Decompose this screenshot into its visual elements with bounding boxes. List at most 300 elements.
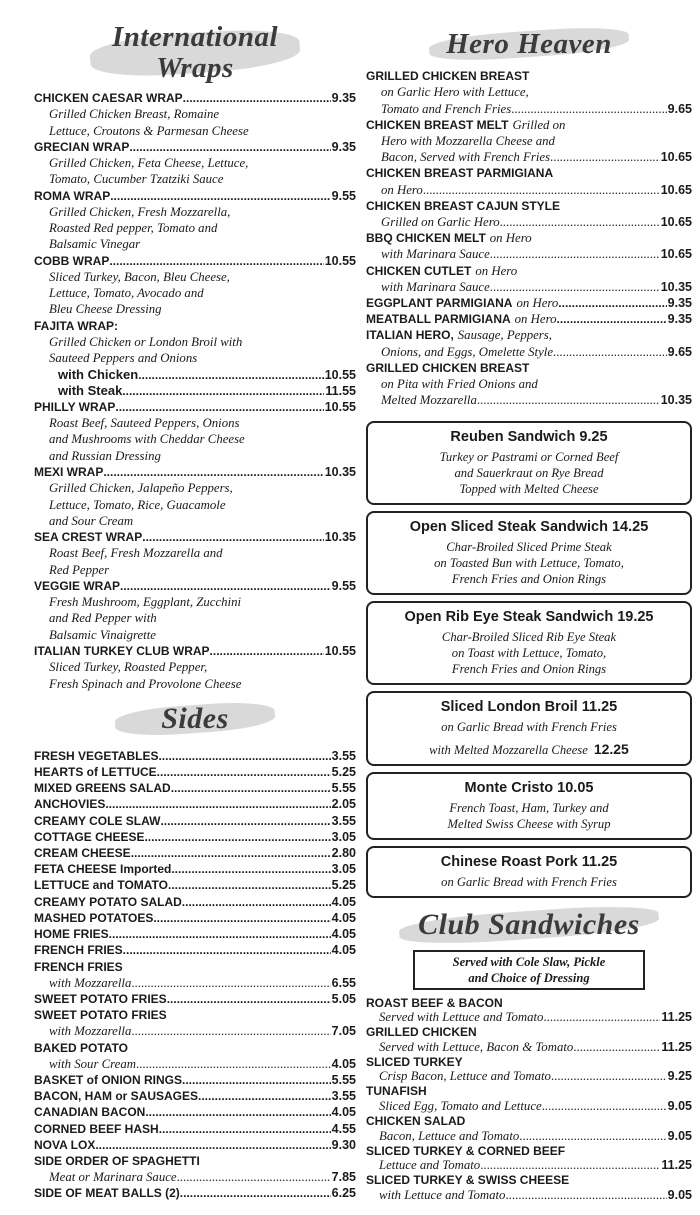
leader-dots	[480, 1158, 660, 1173]
menu-item-line	[34, 942, 356, 958]
menu-item-line	[366, 1144, 692, 1159]
menu-item-line	[34, 578, 356, 594]
hero-title	[366, 28, 692, 60]
item-description: Hero with Mozzarella Cheese and	[381, 133, 555, 148]
menu-item-line	[34, 1153, 356, 1169]
special-description: Turkey or Pastrami or Corned Beef	[439, 449, 619, 464]
sides-title	[34, 702, 356, 736]
item-name: ITALIAN HERO,	[366, 328, 454, 343]
item-name: COTTAGE CHEESE	[34, 829, 145, 844]
item-name: FRESH VEGETABLES	[34, 748, 159, 763]
item-desc-text: with Marinara Sauce	[381, 279, 490, 294]
menu-item-line	[34, 643, 356, 659]
item-description: Lettuce, Tomato, Rice, Guacamole	[49, 497, 226, 512]
leader-dots	[138, 367, 324, 383]
item-name: CORNED BEEF HASH	[34, 1121, 159, 1136]
leader-dots	[131, 1023, 330, 1039]
menu-desc-price-line	[366, 1040, 692, 1055]
item-desc-text: Bacon, Lettuce and Tomato	[379, 1128, 520, 1143]
item-name: FRENCH FRIES	[34, 943, 123, 958]
item-desc-text: with Lettuce and Tomato	[379, 1187, 506, 1202]
menu-item-line	[34, 399, 356, 415]
leader-dots	[109, 253, 323, 269]
item-price: 3.55	[331, 1089, 356, 1104]
menu-item-line	[366, 360, 692, 376]
special-box	[366, 421, 692, 505]
item-price: 10.35	[324, 530, 356, 545]
item-description: Fresh Mushroom, Eggplant, Zucchini	[49, 595, 242, 610]
item-name: MEATBALL PARMIGIANA	[366, 312, 511, 327]
item-description: Grilled Chicken, Fresh Mozzarella,	[49, 204, 231, 219]
item-name: BBQ CHICKEN MELT	[366, 231, 486, 246]
leader-dots	[131, 975, 330, 991]
leader-dots	[136, 1056, 331, 1072]
menu-item-line	[34, 1040, 356, 1056]
menu-desc-price-line	[34, 1023, 356, 1039]
item-price: 10.65	[660, 150, 692, 165]
item-description: and Sour Cream	[49, 513, 134, 528]
item-name: LETTUCE and TOMATO	[34, 878, 168, 893]
item-name: MIXED GREENS SALAD	[34, 781, 171, 796]
hero-title-text: Hero Heaven	[446, 28, 612, 60]
item-name: COBB WRAP	[34, 253, 110, 268]
menu-desc-price-line	[366, 1129, 692, 1144]
menu-item-line	[34, 926, 356, 942]
item-price: 10.55	[324, 253, 356, 268]
special-description: Melted Swiss Cheese with Syrup	[447, 816, 611, 831]
item-name: PHILLY WRAP	[34, 399, 116, 414]
leader-dots	[551, 1069, 667, 1084]
leader-dots	[177, 1169, 331, 1185]
leader-dots	[122, 383, 324, 399]
menu-desc-price-line	[34, 1056, 356, 1072]
menu-item-line	[366, 263, 692, 279]
item-name: CHICKEN CUTLET	[366, 263, 472, 278]
item-name: CREAM CHEESE	[34, 846, 131, 861]
special-box	[366, 846, 692, 898]
leader-dots	[131, 845, 331, 861]
item-description: Grilled Chicken, Jalapeño Peppers,	[49, 481, 233, 496]
menu-item-line	[366, 996, 692, 1011]
item-inline-desc: on Hero	[514, 312, 557, 327]
item-description: Sliced Turkey, Bacon, Bleu Cheese,	[49, 269, 230, 284]
leader-dots	[573, 1040, 660, 1055]
club-list	[366, 996, 692, 1203]
item-description: Sauteed Peppers and Onions	[49, 351, 198, 366]
menu-item-line	[34, 139, 356, 155]
item-name: CHICKEN BREAST MELT	[366, 117, 509, 132]
item-desc-text: Meat or Marinara Sauce	[49, 1170, 177, 1185]
item-price: 10.35	[324, 465, 356, 480]
leader-dots	[556, 311, 666, 327]
item-name: SLICED TURKEY & CORNED BEEF	[366, 1143, 566, 1158]
leader-dots	[157, 764, 331, 780]
item-description: Bleu Cheese Dressing	[49, 302, 162, 317]
leader-dots	[182, 894, 331, 910]
menu-item-line	[34, 1121, 356, 1137]
item-description: Lettuce, Croutons & Parmesan Cheese	[49, 123, 249, 138]
item-description: Balsamic Vinaigrette	[49, 627, 156, 642]
hero-list	[366, 68, 692, 409]
item-description: Red Pepper	[49, 562, 110, 577]
leader-dots	[519, 1129, 666, 1144]
fajita-option: with Chicken	[58, 366, 139, 382]
left-column	[34, 22, 356, 1202]
special-description: and Sauerkraut on Rye Bread	[454, 465, 604, 480]
menu-item-line	[34, 959, 356, 975]
item-name: HEARTS of LETTUCE	[34, 765, 157, 780]
menu-item-line	[34, 1104, 356, 1120]
item-desc-text: Lettuce and Tomato	[379, 1158, 481, 1173]
item-price: 9.25	[667, 1069, 692, 1084]
special-title: Monte Cristo 10.05	[464, 779, 594, 796]
menu-item-line	[34, 1007, 356, 1023]
item-name: ROAST BEEF & BACON	[366, 995, 503, 1010]
item-name: ITALIAN TURKEY CLUB WRAP	[34, 644, 210, 659]
menu-item-line	[34, 1185, 356, 1201]
item-price: 2.80	[331, 846, 356, 861]
menu-item-line	[34, 318, 356, 334]
special-box	[366, 601, 692, 685]
leader-dots	[180, 1185, 331, 1201]
special-description: on Garlic Bread with French Fries	[441, 874, 617, 889]
special-description: French Toast, Ham, Turkey and	[449, 800, 609, 815]
special-description: French Fries and Onion Rings	[451, 571, 607, 586]
leader-dots	[511, 101, 666, 117]
leader-dots	[95, 1137, 330, 1153]
menu-desc-price-line	[366, 1099, 692, 1114]
leader-dots	[123, 942, 331, 958]
item-name: CREAMY POTATO SALAD	[34, 894, 182, 909]
item-description: Roast Beef, Fresh Mozzarella and	[49, 546, 223, 561]
item-price: 5.05	[331, 991, 356, 1006]
menu-desc-price-line	[366, 214, 692, 230]
menu-desc-price-line	[366, 344, 692, 360]
item-price: 3.55	[331, 813, 356, 828]
leader-dots	[198, 1088, 331, 1104]
item-price: 5.25	[331, 765, 356, 780]
menu-item-line	[34, 1088, 356, 1104]
special-title: Open Rib Eye Steak Sandwich 19.25	[404, 608, 654, 625]
item-price: 9.55	[331, 578, 356, 593]
special-description: on Garlic Bread with French Fries	[441, 719, 617, 734]
special-box	[366, 772, 692, 840]
menu-item-line	[34, 796, 356, 812]
item-price: 4.05	[331, 910, 356, 925]
item-price: 6.55	[331, 975, 356, 990]
item-inline-desc: Grilled on	[512, 117, 566, 132]
item-desc-text: with Sour Cream	[49, 1056, 136, 1071]
item-name: BASKET of ONION RINGS	[34, 1072, 183, 1087]
menu-item-line	[34, 90, 356, 106]
item-price: 9.35	[331, 139, 356, 154]
menu-desc-price-line	[366, 1158, 692, 1173]
leader-dots	[183, 90, 331, 106]
item-price: 9.35	[667, 296, 692, 311]
item-description: Roasted Red pepper, Tomato and	[49, 221, 218, 236]
menu-item-line	[34, 1137, 356, 1153]
item-desc-text: with Marinara Sauce	[381, 247, 490, 262]
special-extra	[372, 741, 686, 758]
item-price: 5.55	[331, 781, 356, 796]
item-price: 9.65	[667, 101, 692, 116]
item-description: Grilled Chicken or London Broil with	[49, 334, 243, 349]
item-price: 4.05	[331, 943, 356, 958]
leader-dots	[500, 214, 660, 230]
leader-dots	[159, 1121, 331, 1137]
special-title: Open Sliced Steak Sandwich 14.25	[409, 518, 649, 535]
item-price: 2.05	[331, 797, 356, 812]
menu-item-line	[366, 117, 692, 133]
item-name: SLICED TURKEY	[366, 1054, 463, 1069]
item-name: VEGGIE WRAP	[34, 578, 121, 593]
club-note	[413, 950, 645, 990]
item-price: 4.55	[331, 1121, 356, 1136]
item-desc-text: on Hero	[381, 182, 423, 197]
item-price: 11.25	[661, 1010, 692, 1025]
menu-desc-price-line	[34, 975, 356, 991]
leader-dots	[171, 780, 331, 796]
item-desc-text: Tomato and French Fries	[381, 101, 512, 116]
leader-dots	[144, 829, 330, 845]
leader-dots	[167, 991, 331, 1007]
specials-boxes	[366, 421, 692, 898]
special-description: on Toast with Lettuce, Tomato,	[451, 645, 607, 660]
menu-item-line	[366, 327, 692, 343]
special-title: Sliced London Broil 11.25	[440, 698, 618, 715]
menu-item-line	[366, 311, 692, 327]
sides-title-text: Sides	[161, 701, 229, 735]
special-title: Chinese Roast Pork 11.25	[440, 853, 618, 870]
leader-dots	[505, 1188, 666, 1203]
item-description: and Russian Dressing	[49, 448, 161, 463]
leader-dots	[210, 643, 324, 659]
leader-dots	[423, 182, 660, 198]
leader-dots	[168, 877, 331, 893]
leader-dots	[115, 399, 323, 415]
menu-item-line	[366, 1084, 692, 1099]
item-name: BAKED POTATO	[34, 1040, 129, 1055]
item-price: 7.85	[331, 1170, 356, 1185]
item-price: 11.55	[325, 383, 356, 398]
item-price: 3.55	[331, 748, 356, 763]
leader-dots	[558, 295, 666, 311]
menu-item-line	[366, 1025, 692, 1040]
menu-item-line	[34, 991, 356, 1007]
leader-dots	[553, 344, 667, 360]
item-name: SIDE ORDER OF SPAGHETTI	[34, 1153, 200, 1168]
leader-dots	[158, 748, 330, 764]
item-name: SWEET POTATO FRIES	[34, 991, 167, 1006]
item-description: Tomato, Cucumber Tzatziki Sauce	[49, 172, 224, 187]
wraps-title-line2: Wraps	[156, 52, 234, 84]
item-description: Grilled Chicken, Feta Cheese, Lettuce,	[49, 156, 249, 170]
item-price: 10.35	[660, 393, 692, 408]
leader-dots	[477, 392, 660, 408]
menu-item-line	[366, 198, 692, 214]
item-name: HOME FRIES	[34, 927, 109, 942]
menu-desc-price-line	[366, 279, 692, 295]
item-name: FETA CHEESE Imported	[34, 862, 172, 877]
item-desc-text: Melted Mozzarella	[381, 393, 477, 408]
item-price: 9.35	[667, 312, 692, 327]
item-desc-text: with Mozzarella	[49, 975, 132, 990]
item-price: 5.55	[331, 1072, 356, 1087]
item-name: GRILLED CHICKEN BREAST	[366, 360, 530, 375]
item-desc-text: Onions, and Eggs, Omelette Style	[381, 344, 554, 359]
leader-dots	[153, 910, 330, 926]
menu-desc-price-line	[366, 182, 692, 198]
item-description: Lettuce, Tomato, Avocado and	[49, 286, 204, 301]
item-description: Roast Beef, Sauteed Peppers, Onions	[49, 416, 240, 431]
special-title: Reuben Sandwich 9.25	[450, 428, 608, 445]
menu-item-line	[34, 748, 356, 764]
item-price: 10.65	[660, 247, 692, 262]
menu-item-line	[366, 1055, 692, 1070]
menu-item-line	[34, 894, 356, 910]
item-inline-desc: on Hero	[489, 231, 532, 246]
item-name: TUNAFISH	[366, 1084, 427, 1099]
leader-dots	[543, 1010, 660, 1025]
leader-dots	[110, 188, 330, 204]
wraps-list	[34, 90, 356, 692]
leader-dots	[171, 861, 330, 877]
menu-item-line	[366, 230, 692, 246]
wraps-title	[34, 22, 356, 84]
leader-dots	[109, 926, 331, 942]
menu-desc-price-line	[366, 1069, 692, 1084]
item-description: Sliced Turkey, Roasted Pepper,	[49, 660, 208, 675]
item-name: CHICKEN SALAD	[366, 1113, 466, 1128]
item-price: 10.65	[660, 215, 692, 230]
item-name: ROMA WRAP	[34, 188, 111, 203]
leader-dots	[490, 246, 660, 262]
menu-item-line	[34, 253, 356, 269]
club-title	[366, 908, 692, 942]
menu-item-line	[34, 910, 356, 926]
leader-dots	[490, 279, 660, 295]
item-price: 5.25	[331, 878, 356, 893]
leader-dots	[103, 464, 323, 480]
item-description: and Red Pepper with	[49, 611, 157, 626]
item-inline-desc: Sausage, Peppers,	[457, 328, 552, 343]
item-name: GRILLED CHICKEN	[366, 1025, 477, 1040]
item-desc-text: Sliced Egg, Tomato and Lettuce	[379, 1098, 542, 1113]
item-name: MEXI WRAP	[34, 465, 104, 480]
leader-dots	[160, 813, 330, 829]
item-price: 10.35	[660, 279, 692, 294]
leader-dots	[142, 529, 323, 545]
item-price: 9.05	[667, 1128, 692, 1143]
item-description: Fresh Spinach and Provolone Cheese	[49, 676, 242, 691]
leader-dots	[542, 1099, 667, 1114]
item-desc-text: Served with Lettuce and Tomato	[379, 1010, 544, 1025]
menu-item-line	[34, 529, 356, 545]
item-price: 9.05	[667, 1098, 692, 1113]
club-title-text: Club Sandwiches	[418, 907, 640, 941]
item-name: SIDE OF MEAT BALLS (2)	[34, 1186, 180, 1201]
item-price: 9.30	[331, 1137, 356, 1152]
item-price: 4.05	[331, 1056, 356, 1071]
item-name: BACON, HAM or SAUSAGES	[34, 1089, 199, 1104]
item-description: Balsamic Vinegar	[49, 237, 141, 252]
menu-desc-price-line	[366, 392, 692, 408]
item-description: and Mushrooms with Cheddar Cheese	[49, 432, 245, 447]
item-desc-text: Crisp Bacon, Lettuce and Tomato	[379, 1069, 551, 1084]
special-box	[366, 691, 692, 766]
menu-item-line	[34, 845, 356, 861]
right-column	[366, 28, 692, 1203]
item-name: CHICKEN BREAST CAJUN STYLE	[366, 198, 561, 213]
menu-item-line	[34, 829, 356, 845]
item-name: CHICKEN BREAST PARMIGIANA	[366, 166, 554, 181]
item-price: 9.05	[667, 1187, 692, 1202]
item-name: SLICED TURKEY & SWISS CHEESE	[366, 1173, 570, 1188]
item-desc-text: Grilled on Garlic Hero	[381, 215, 500, 230]
special-box	[366, 511, 692, 595]
menu-item-line	[34, 861, 356, 877]
item-desc-text: Bacon, Served with French Fries	[381, 150, 551, 165]
item-name: NOVA LOX	[34, 1137, 96, 1152]
menu-item-line	[366, 295, 692, 311]
item-price: 9.35	[331, 91, 356, 105]
wraps-title-line1: International	[111, 21, 279, 53]
item-name: SWEET POTATO FRIES	[34, 1008, 167, 1023]
fajita-option-line	[34, 367, 356, 383]
leader-dots	[182, 1072, 331, 1088]
leader-dots	[145, 1104, 330, 1120]
item-price: 4.05	[331, 1105, 356, 1120]
item-price: 4.05	[331, 894, 356, 909]
special-description: Char-Broiled Sliced Rib Eye Steak	[441, 629, 617, 644]
leader-dots	[120, 578, 331, 594]
item-inline-desc: on Hero	[475, 263, 518, 278]
menu-item-line	[34, 764, 356, 780]
menu-item-line	[34, 1072, 356, 1088]
menu-item-line	[34, 464, 356, 480]
menu-desc-price-line	[366, 1188, 692, 1203]
item-name: FAJITA WRAP:	[34, 318, 118, 333]
item-name: CREAMY COLE SLAW	[34, 813, 161, 828]
item-price: 3.05	[331, 829, 356, 844]
fajita-option-line	[34, 383, 356, 399]
menu-item-line	[34, 813, 356, 829]
item-price: 7.05	[331, 1024, 356, 1039]
item-name: MASHED POTATOES	[34, 910, 154, 925]
menu-item-line	[34, 780, 356, 796]
leader-dots	[129, 139, 330, 155]
item-description: Grilled Chicken Breast, Romaine	[49, 107, 220, 122]
item-name: CHICKEN CAESAR WRAP	[34, 91, 183, 105]
item-name: GRILLED CHICKEN BREAST	[366, 69, 530, 83]
menu-item-line	[34, 188, 356, 204]
item-price: 11.25	[661, 1158, 692, 1173]
club-note-line2: and Choice of Dressing	[468, 970, 590, 985]
item-name: FRENCH FRIES	[34, 959, 123, 974]
special-description: Char-Broiled Sliced Prime Steak	[446, 539, 612, 554]
item-description: on Pita with Fried Onions and	[381, 377, 538, 392]
menu-desc-price-line	[366, 1010, 692, 1025]
menu-desc-price-line	[366, 246, 692, 262]
item-name: ANCHOVIES	[34, 797, 106, 812]
menu-item-line	[366, 165, 692, 181]
sides-list	[34, 748, 356, 1202]
item-name: CANADIAN BACON	[34, 1105, 146, 1120]
item-name: SEA CREST WRAP	[34, 530, 143, 545]
special-extra-price: 12.25	[593, 740, 629, 757]
item-price: 9.55	[331, 188, 356, 203]
item-description: on Garlic Hero with Lettuce,	[381, 85, 529, 100]
